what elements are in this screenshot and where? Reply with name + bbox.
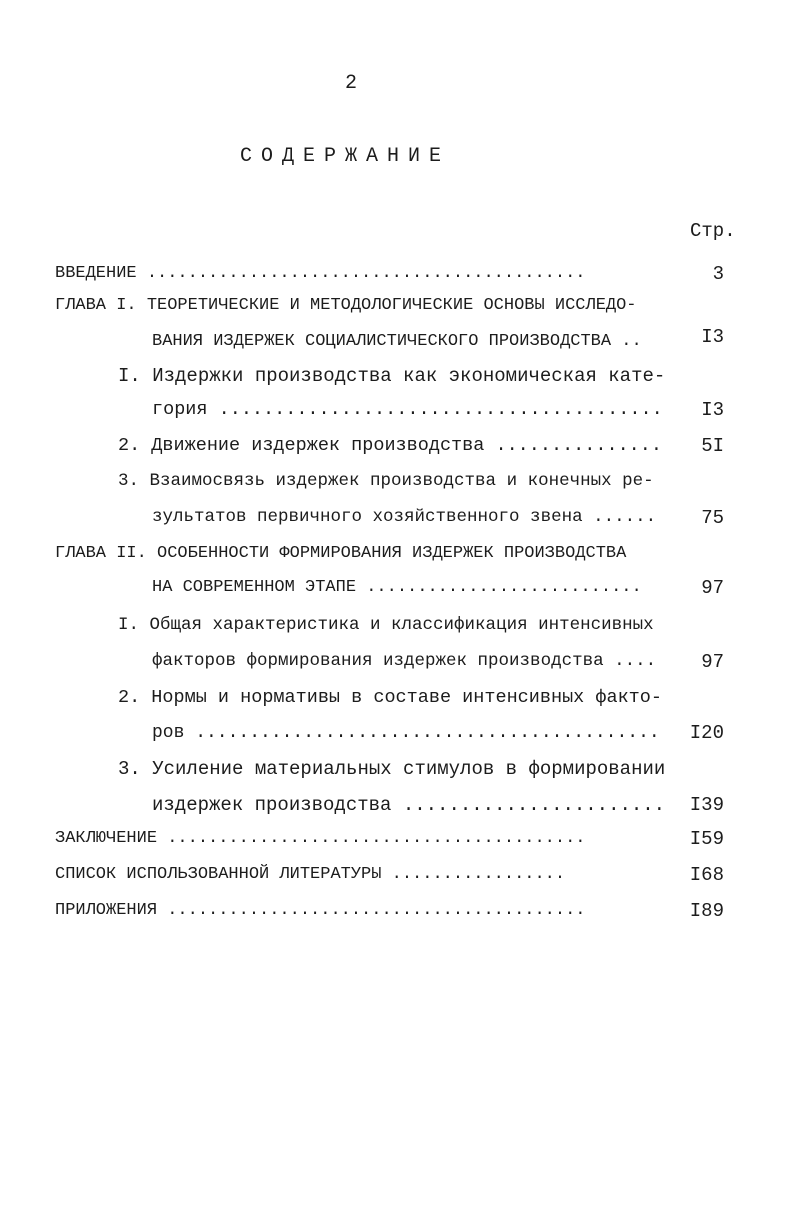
toc-entry-page: I59 <box>689 828 724 850</box>
toc-entry-title: 3. Взаимосвязь издержек производства и конечных ре- <box>118 471 654 491</box>
toc-entry-title: 2. Движение издержек производства ............... <box>118 435 662 456</box>
toc-entry-page: 5I <box>701 435 724 457</box>
toc-entry-title-continued: НА СОВРЕМЕННОМ ЭТАПЕ ........................... <box>152 578 642 597</box>
toc-entry-page: I68 <box>689 864 724 886</box>
toc-entry-title: 2. Нормы и нормативы в составе интенсивных факто- <box>118 687 662 708</box>
page-title: СОДЕРЖАНИЕ <box>240 145 451 168</box>
toc-entry-page: I20 <box>689 722 724 744</box>
toc-entry-page: 3 <box>712 263 724 285</box>
toc-entry-page: 97 <box>701 577 724 599</box>
page-number: 2 <box>345 72 358 95</box>
toc-entry-title: ГЛАВА I. ТЕОРЕТИЧЕСКИЕ И МЕТОДОЛОГИЧЕСКИЕ ОСНОВЫ ИССЛЕДО- <box>55 296 637 315</box>
toc-entry-title: 3. Усиление материальных стимулов в формировании <box>118 758 666 780</box>
toc-entry-title-continued: ров ........................................... <box>152 723 660 743</box>
toc-entry-page: 75 <box>701 507 724 529</box>
toc-entry-title: I. Общая характеристика и классификация интенсивных <box>118 615 654 635</box>
toc-entry-page: I3 <box>701 326 724 348</box>
pages-column-header: Стр. <box>690 220 736 242</box>
toc-entry-title: ЗАКЛЮЧЕНИЕ ......................................... <box>55 829 586 848</box>
toc-entry-title: СПИСОК ИСПОЛЬЗОВАННОЙ ЛИТЕРАТУРЫ ................. <box>55 865 566 884</box>
toc-entry-page: I3 <box>701 399 724 421</box>
toc-entry-title-continued: факторов формирования издержек производства .... <box>152 651 657 671</box>
toc-entry-page: I89 <box>689 900 724 922</box>
toc-entry-page: I39 <box>689 794 724 816</box>
toc-entry-title-continued: ВАНИЯ ИЗДЕРЖЕК СОЦИАЛИСТИЧЕСКОГО ПРОИЗВОДСТВА .. <box>152 332 642 351</box>
toc-entry-title-continued: гория ........................................ <box>152 399 663 420</box>
toc-entry-title-continued: издержек производства ....................... <box>152 794 666 816</box>
toc-entry-title: ГЛАВА II. ОСОБЕННОСТИ ФОРМИРОВАНИЯ ИЗДЕРЖЕК ПРОИЗВОДСТВА <box>55 544 627 563</box>
toc-entry-page: 97 <box>701 651 724 673</box>
toc-entry-title-continued: зультатов первичного хозяйственного звена ...... <box>152 507 657 527</box>
toc-entry-title: I. Издержки производства как экономическая кате- <box>118 365 666 387</box>
toc-entry-title: ПРИЛОЖЕНИЯ ......................................... <box>55 901 586 920</box>
toc-entry-title: ВВЕДЕНИЕ ........................................... <box>55 264 586 283</box>
